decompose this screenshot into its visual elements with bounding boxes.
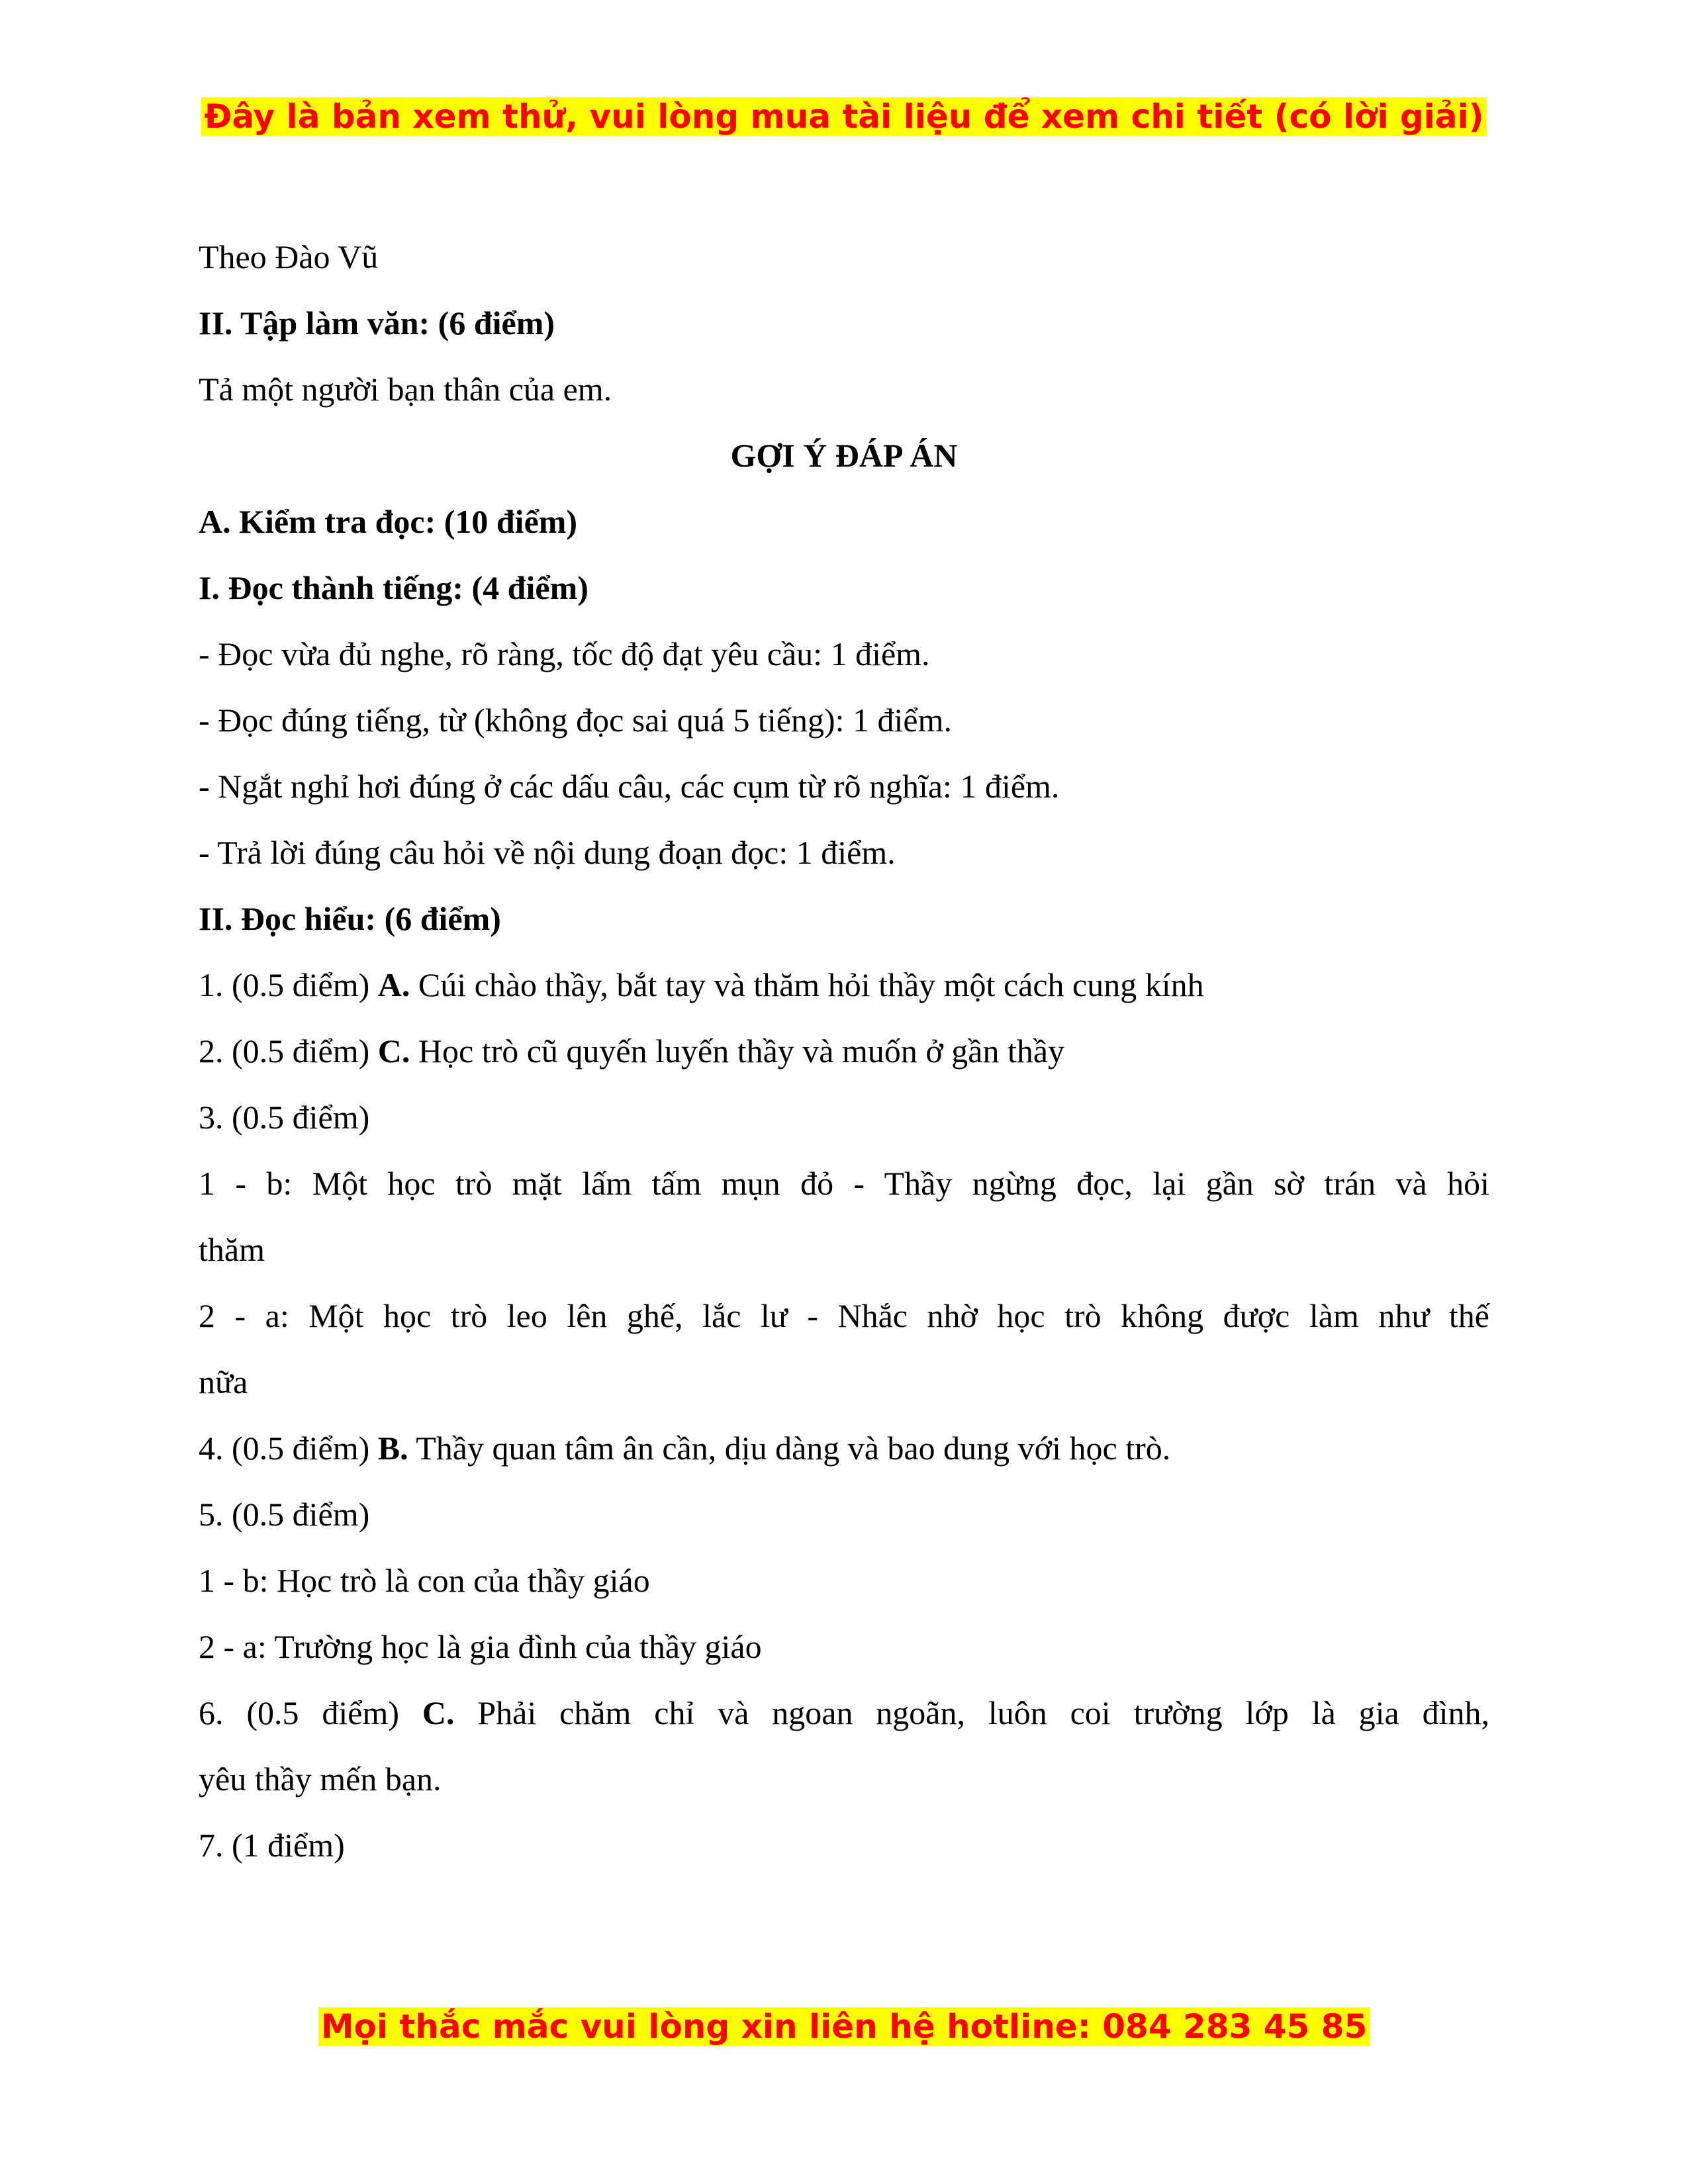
answer-3-label: 3. (0.5 điểm) xyxy=(199,1099,370,1136)
answer-choice: C. xyxy=(377,1032,410,1069)
answer-text: Phải chăm chỉ và ngoan ngoãn, luôn coi trường lớp là gia đình, xyxy=(454,1694,1489,1731)
answer-prefix: 1. (0.5 điểm) xyxy=(199,966,378,1003)
criterion-item: - Đọc đúng tiếng, từ (không đọc sai quá 5 tiếng): 1 điểm. xyxy=(199,702,952,739)
preview-notice-banner xyxy=(0,95,1688,138)
answer-prefix: 2. (0.5 điểm) xyxy=(199,1032,378,1069)
comprehension-heading: II. Đọc hiểu: (6 điểm) xyxy=(199,900,501,937)
answer-text: Thầy quan tâm ân cần, dịu dàng và bao dung với học trò. xyxy=(408,1430,1171,1467)
hotline-text: Mọi thắc mắc vui lòng xin liên hệ hotline: 084 283 45 85 xyxy=(318,2007,1370,2046)
essay-prompt: Tả một người bạn thân của em. xyxy=(199,371,612,408)
answer-4 xyxy=(199,1415,1489,1481)
answer-7-label: 7. (1 điểm) xyxy=(199,1827,345,1864)
author-credit: Theo Đào Vũ xyxy=(199,238,379,275)
preview-notice-text: Đây là bản xem thử, vui lòng mua tài liệu để xem chi tiết (có lời giải) xyxy=(201,97,1486,136)
answer-1 xyxy=(199,952,1489,1018)
answer-6-continued: yêu thầy mến bạn. xyxy=(199,1760,442,1797)
answer-text: Cúi chào thầy, bắt tay và thăm hỏi thầy một cách cung kính xyxy=(410,966,1204,1003)
answer-choice: A. xyxy=(377,966,410,1003)
match-item: 2 - a: Trường học là gia đình của thầy giáo xyxy=(199,1628,762,1665)
answer-key-title: GỢI Ý ĐÁP ÁN xyxy=(730,437,958,474)
answer-text: Học trò cũ quyến luyến thầy và muốn ở gần thầy xyxy=(410,1032,1065,1069)
answer-choice: B. xyxy=(377,1430,408,1467)
answer-prefix: 4. (0.5 điểm) xyxy=(199,1430,378,1467)
match-item: 1 - b: Học trò là con của thầy giáo xyxy=(199,1562,650,1599)
criterion-item: - Đọc vừa đủ nghe, rõ ràng, tốc độ đạt yêu cầu: 1 điểm. xyxy=(199,635,930,672)
criterion-item: - Ngắt nghỉ hơi đúng ở các dấu câu, các cụm từ rõ nghĩa: 1 điểm. xyxy=(199,768,1060,805)
answer-prefix: 6. (0.5 điểm) xyxy=(199,1694,422,1731)
match-item: 2 - a: Một học trò leo lên ghế, lắc lư - Nhắc nhờ học trò không được làm như thế xyxy=(199,1297,1489,1334)
match-item-continued: thăm xyxy=(199,1231,265,1268)
match-item: 1 - b: Một học trò mặt lấm tấm mụn đỏ - Thầy ngừng đọc, lại gần sờ trán và hỏi xyxy=(199,1165,1489,1202)
essay-section-heading: II. Tập làm văn: (6 điểm) xyxy=(199,304,555,341)
match-item-continued: nữa xyxy=(199,1363,248,1400)
criterion-item: - Trả lời đúng câu hỏi về nội dung đoạn đọc: 1 điểm. xyxy=(199,834,896,871)
read-aloud-heading: I. Đọc thành tiếng: (4 điểm) xyxy=(199,569,588,606)
answer-6 xyxy=(199,1680,1489,1746)
document-body xyxy=(199,224,1489,1878)
answer-5-label: 5. (0.5 điểm) xyxy=(199,1496,370,1533)
answer-choice: C. xyxy=(422,1694,455,1731)
answer-2 xyxy=(199,1018,1489,1084)
hotline-banner xyxy=(0,2005,1688,2048)
reading-test-heading: A. Kiểm tra đọc: (10 điểm) xyxy=(199,503,578,540)
